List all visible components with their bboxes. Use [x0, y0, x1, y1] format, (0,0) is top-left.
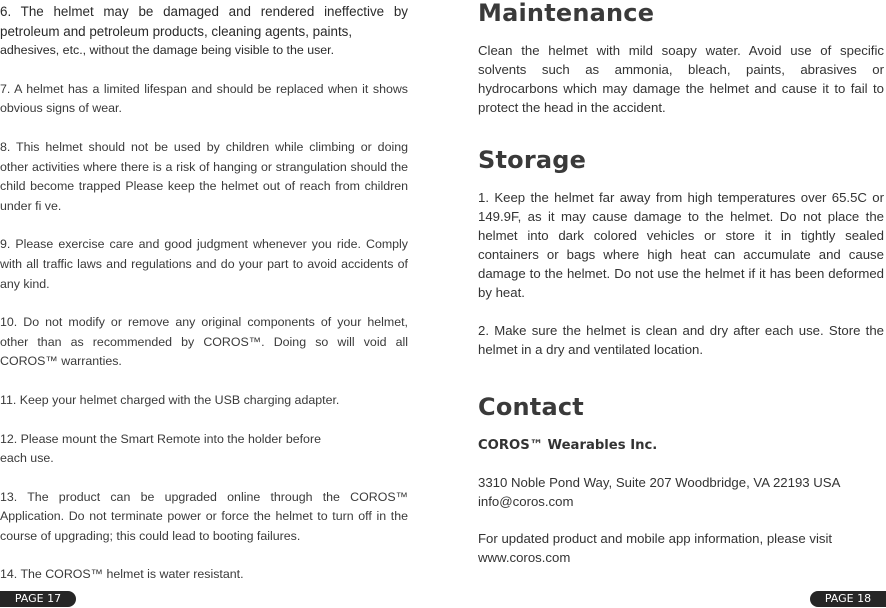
email-link[interactable]: info@coros.com — [478, 494, 574, 509]
safety-item-8: 8. This helmet should not be used by children while climbing or doing other activities where there is a risk of hanging or strangulation should the child become trapped Please keep the helmet out of reach from children under fi ve. — [0, 139, 408, 213]
updates-info — [478, 529, 884, 567]
safety-item-14: 14. The COROS™ helmet is water resistant. — [0, 567, 244, 582]
safety-item-12-line1: 12. Please mount the Smart Remote into the holder before — [0, 431, 321, 446]
storage-heading: Storage — [478, 146, 587, 174]
safety-item-9: 9. Please exercise care and good judgment whenever you ride. Comply with all traffic laws and regulations and do your part to avoid accidents of any kind. — [0, 237, 408, 291]
page-number-badge-left: PAGE 17 — [0, 591, 76, 607]
contact-address — [478, 473, 884, 511]
contact-heading: Contact — [478, 393, 584, 421]
right-page-column — [478, 0, 884, 567]
maintenance-heading: Maintenance — [478, 0, 655, 27]
safety-item-13: 13. The product can be upgraded online through the COROS™ Application. Do not terminate power or force the helmet to turn off in the course of upgrading; this could lead to booting failures. — [0, 489, 408, 543]
safety-item-11: 11. Keep your helmet charged with the USB charging adapter. — [0, 392, 340, 407]
left-page-column — [0, 0, 408, 585]
storage-item-2: 2. Make sure the helmet is clean and dry after each use. Store the helmet in a dry and ventilated location. — [478, 323, 884, 357]
updates-line: For updated product and mobile app information, please visit — [478, 531, 833, 546]
safety-item-12-line2: each use. — [0, 451, 54, 466]
storage-item-1: 1. Keep the helmet far away from high temperatures over 65.5C or 149.9F, as it may cause damage to the helmet. Do not place the helmet into dark colored vehicles or store it in tightly sealed containers or bags where high heat can accumulate and cause damage to the helmet. Do not use the helmet if it has been deformed by heat. — [478, 190, 884, 300]
safety-item-6-lead: 6. The helmet may be damaged and rendered ineffective by petroleum and petroleum products, cleaning agents, paints, — [0, 4, 408, 39]
safety-item-6 — [0, 2, 408, 61]
safety-item-7: 7. A helmet has a limited lifespan and should be replaced when it shows obvious signs of wear. — [0, 81, 408, 116]
website-link[interactable]: www.coros.com — [478, 550, 571, 565]
company-name: COROS™ Wearables Inc. — [478, 438, 658, 453]
address-line: 3310 Noble Pond Way, Suite 207 Woodbridge, VA 22193 USA — [478, 475, 841, 490]
maintenance-text: Clean the helmet with mild soapy water. Avoid use of specific solvents such as ammonia, bleach, paints, abrasives or hydrocarbons which may damage the helmet and cause it to fail to protect the head in the accident. — [478, 43, 884, 115]
safety-item-12 — [0, 430, 408, 469]
safety-item-6-rest: adhesives, etc., without the damage being visible to the user. — [0, 43, 335, 58]
page-number-badge-right: PAGE 18 — [810, 591, 886, 607]
safety-item-10: 10. Do not modify or remove any original components of your helmet, other than as recommended by COROS™. Doing so will void all COROS™ warranties. — [0, 315, 408, 369]
